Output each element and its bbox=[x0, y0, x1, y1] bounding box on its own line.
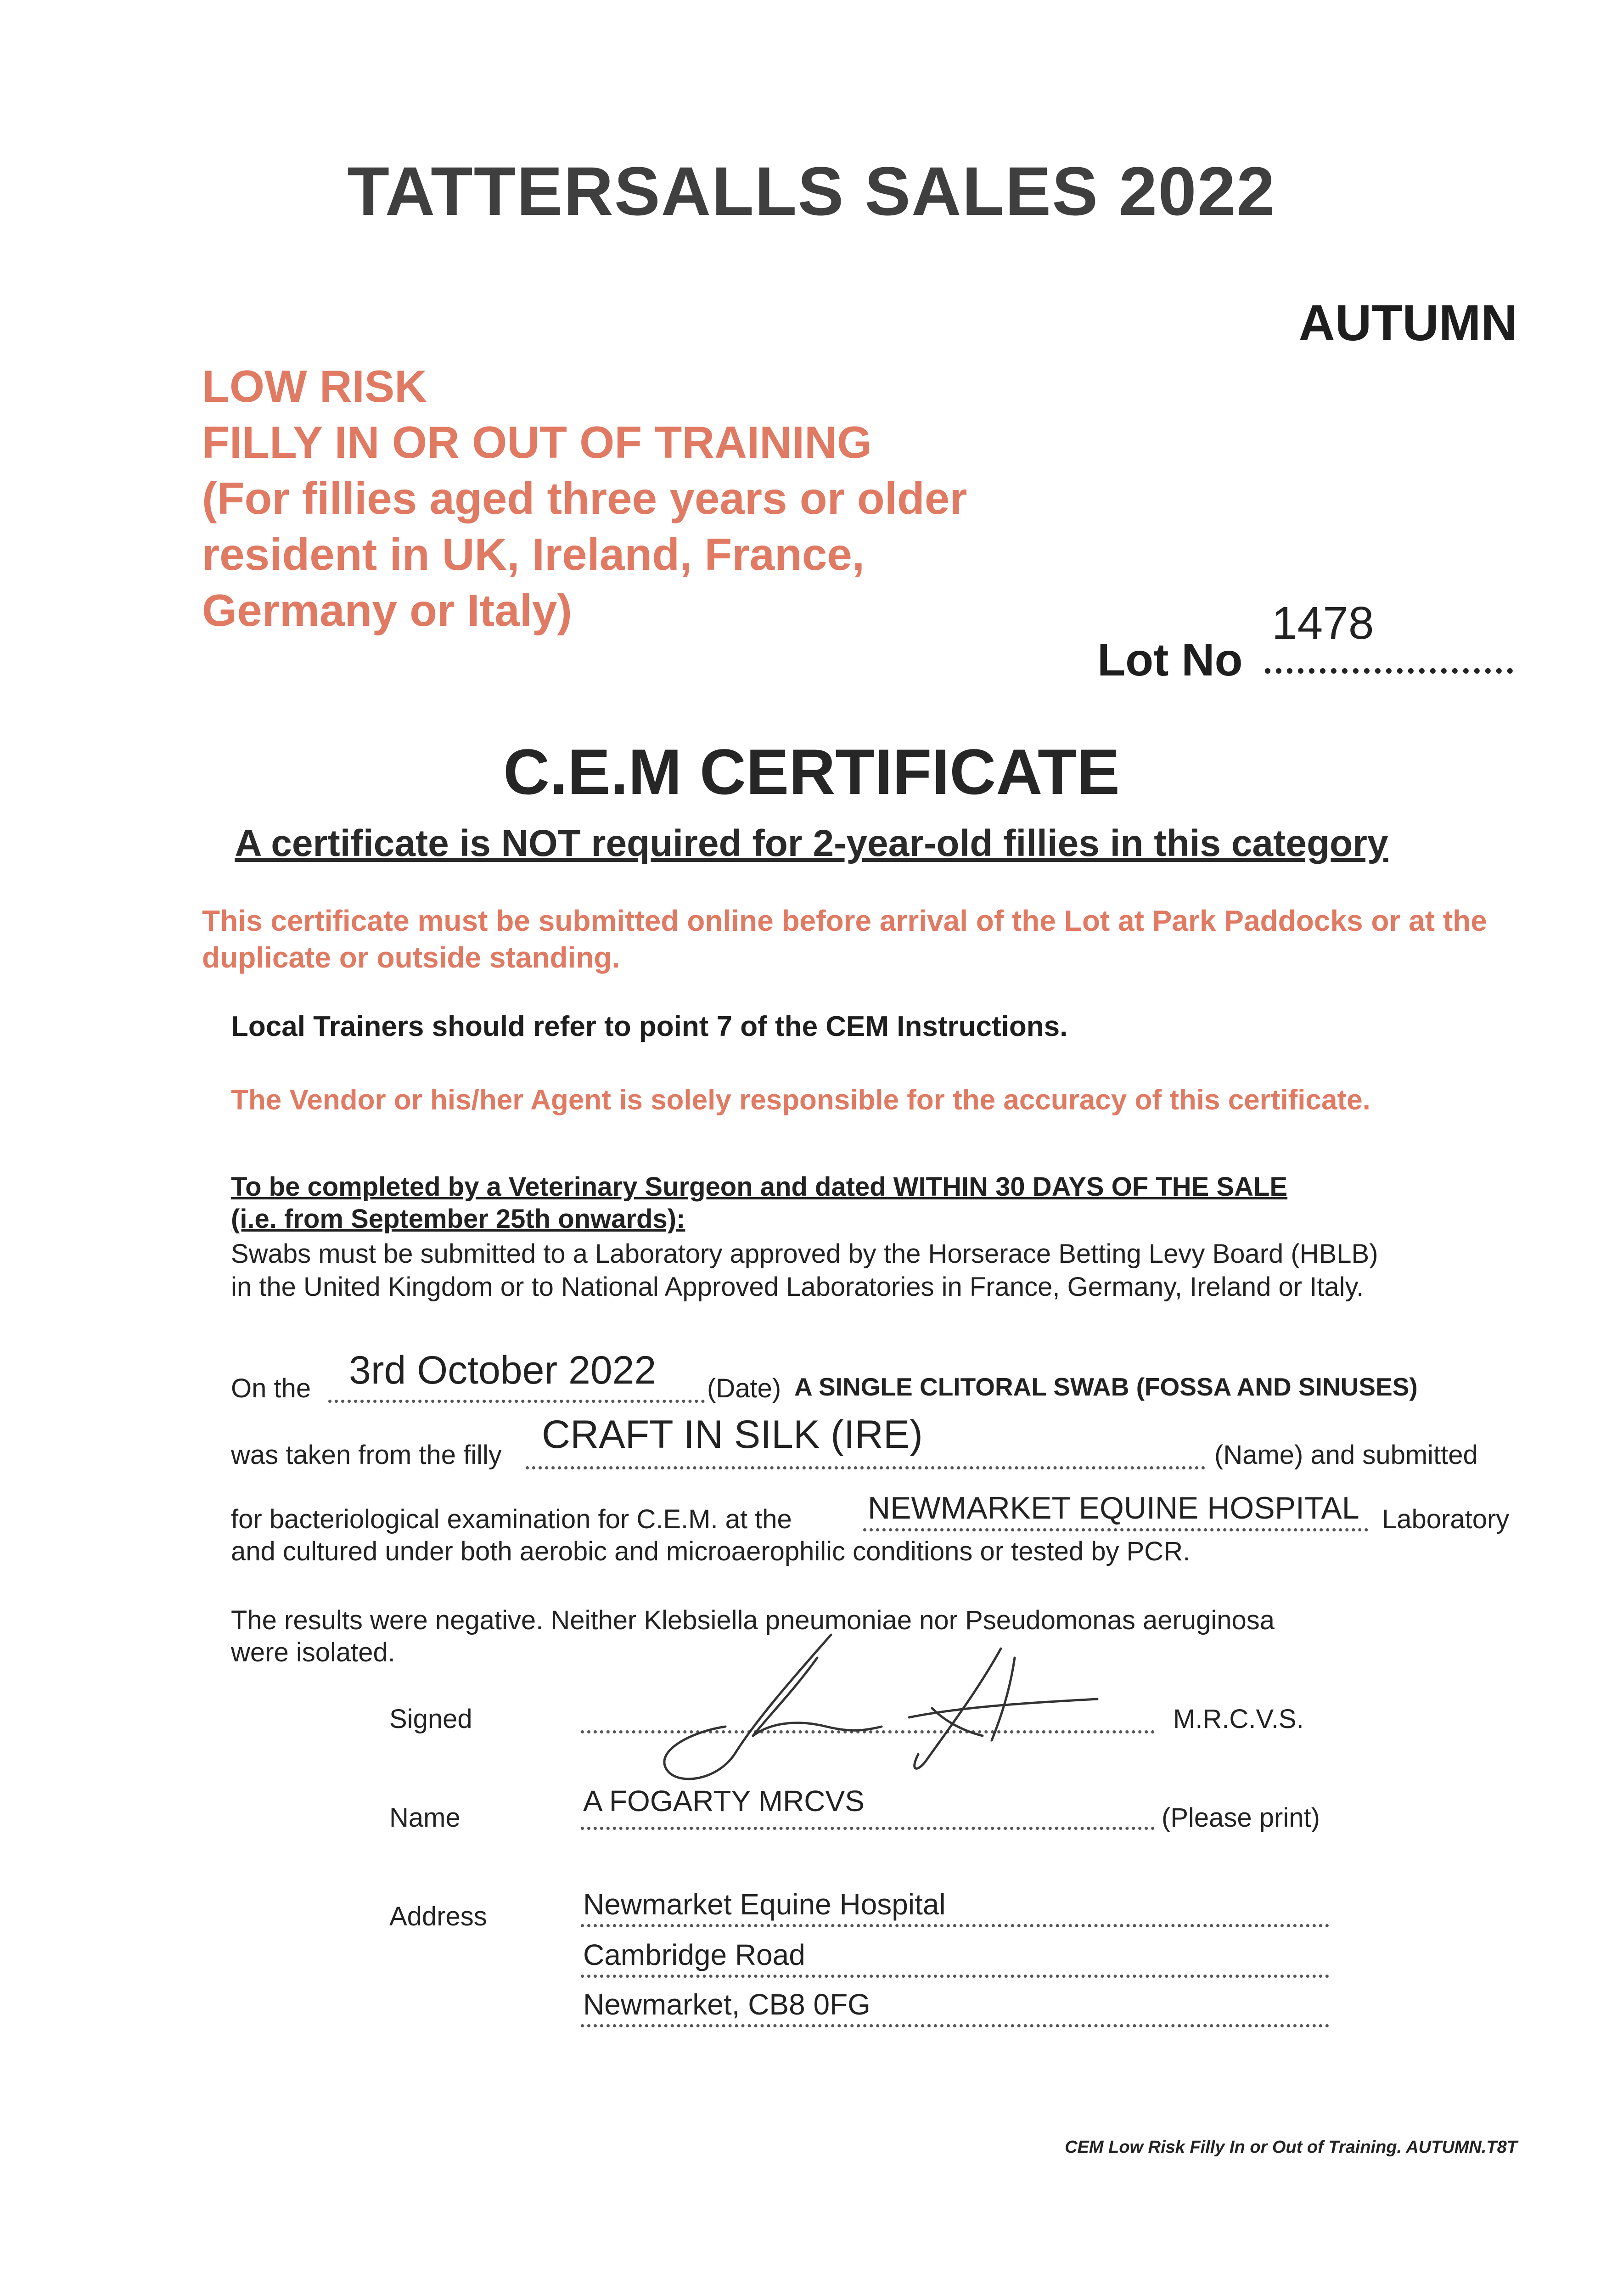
category-line: LOW RISK bbox=[202, 361, 427, 411]
vet-heading-line: (i.e. from September 25th onwards): bbox=[231, 1204, 685, 1234]
results-text: were isolated. bbox=[231, 1638, 395, 1667]
vet-name-dotted-line bbox=[581, 1827, 1155, 1830]
address-label: Address bbox=[389, 1902, 487, 1931]
lot-number-label: Lot No bbox=[1097, 634, 1243, 686]
vet-instructions-text bbox=[231, 1238, 1378, 1304]
certificate-title: C.E.M CERTIFICATE bbox=[503, 736, 1120, 808]
address-line-value: Cambridge Road bbox=[583, 1938, 805, 1971]
please-print-label: (Please print) bbox=[1162, 1803, 1320, 1833]
lot-number-dotted-line bbox=[1265, 668, 1513, 674]
address-line-value: Newmarket, CB8 0FG bbox=[583, 1988, 870, 2021]
on-the-label: On the bbox=[231, 1373, 311, 1403]
address-line-value: Newmarket Equine Hospital bbox=[583, 1888, 946, 1921]
category-line: Germany or Italy) bbox=[202, 585, 573, 636]
filly-name-dotted-line bbox=[526, 1466, 1205, 1469]
cultured-text: and cultured under both aerobic and microaerophilic conditions or tested by PCR. bbox=[231, 1536, 1191, 1566]
vendor-notice: The Vendor or his/her Agent is solely responsible for the accuracy of this certificate. bbox=[231, 1084, 1370, 1116]
vet-instructions-heading bbox=[231, 1171, 1287, 1235]
swab-description: A SINGLE CLITORAL SWAB (FOSSA AND SINUSES) bbox=[794, 1373, 1418, 1401]
vet-text-line: Swabs must be submitted to a Laboratory approved by the Horserace Betting Levy Board (HBLB) bbox=[231, 1239, 1378, 1269]
category-block bbox=[202, 358, 967, 638]
season-label: AUTUMN bbox=[1298, 295, 1517, 351]
date-label: (Date) bbox=[707, 1373, 781, 1403]
name-label: Name bbox=[389, 1803, 461, 1833]
address-dotted-line bbox=[581, 1975, 1329, 1978]
vet-text-line: in the United Kingdom or to National Approved Laboratories in France, Germany, Ireland or Italy. bbox=[231, 1272, 1364, 1302]
main-title: TATTERSALLS SALES 2022 bbox=[347, 152, 1276, 230]
address-dotted-line bbox=[581, 1924, 1329, 1927]
not-required-notice: A certificate is NOT required for 2-year-old fillies in this category bbox=[235, 822, 1388, 864]
exam-text: for bacteriological examination for C.E.M. at the bbox=[231, 1504, 792, 1534]
laboratory-label: Laboratory bbox=[1382, 1504, 1510, 1534]
results-text: The results were negative. Neither Klebsiella pneumoniae nor Pseudomonas aeruginosa bbox=[231, 1605, 1275, 1635]
date-dotted-line bbox=[328, 1400, 705, 1403]
taken-from-label: was taken from the filly bbox=[231, 1440, 502, 1470]
category-line: FILLY IN OR OUT OF TRAINING bbox=[202, 417, 872, 467]
vet-signature bbox=[634, 1616, 1175, 1791]
filly-name-value: CRAFT IN SILK (IRE) bbox=[542, 1412, 923, 1457]
signed-label: Signed bbox=[389, 1704, 472, 1734]
vet-heading-line: To be completed by a Veterinary Surgeon and dated WITHIN 30 DAYS OF THE SALE bbox=[231, 1172, 1288, 1202]
lot-number-value: 1478 bbox=[1272, 597, 1374, 649]
address-dotted-line bbox=[581, 2024, 1329, 2027]
vet-name-value: A FOGARTY MRCVS bbox=[583, 1784, 865, 1818]
lab-dotted-line bbox=[863, 1528, 1368, 1531]
trainers-notice: Local Trainers should refer to point 7 of the CEM Instructions. bbox=[231, 1011, 1068, 1042]
submission-notice: This certificate must be submitted online before arrival of the Lot at Park Paddocks or at the duplicate or outside standing. bbox=[202, 904, 1487, 974]
mrcvs-label: M.R.C.V.S. bbox=[1173, 1704, 1304, 1734]
lab-name-value: NEWMARKET EQUINE HOSPITAL bbox=[868, 1491, 1359, 1525]
name-submitted-label: (Name) and submitted bbox=[1214, 1440, 1478, 1470]
category-line: resident in UK, Ireland, France, bbox=[202, 529, 865, 580]
footer-code: CEM Low Risk Filly In or Out of Training. AUTUMN.T8T bbox=[1065, 2138, 1517, 2157]
category-line: (For fillies aged three years or older bbox=[202, 473, 967, 523]
date-value: 3rd October 2022 bbox=[349, 1348, 657, 1392]
